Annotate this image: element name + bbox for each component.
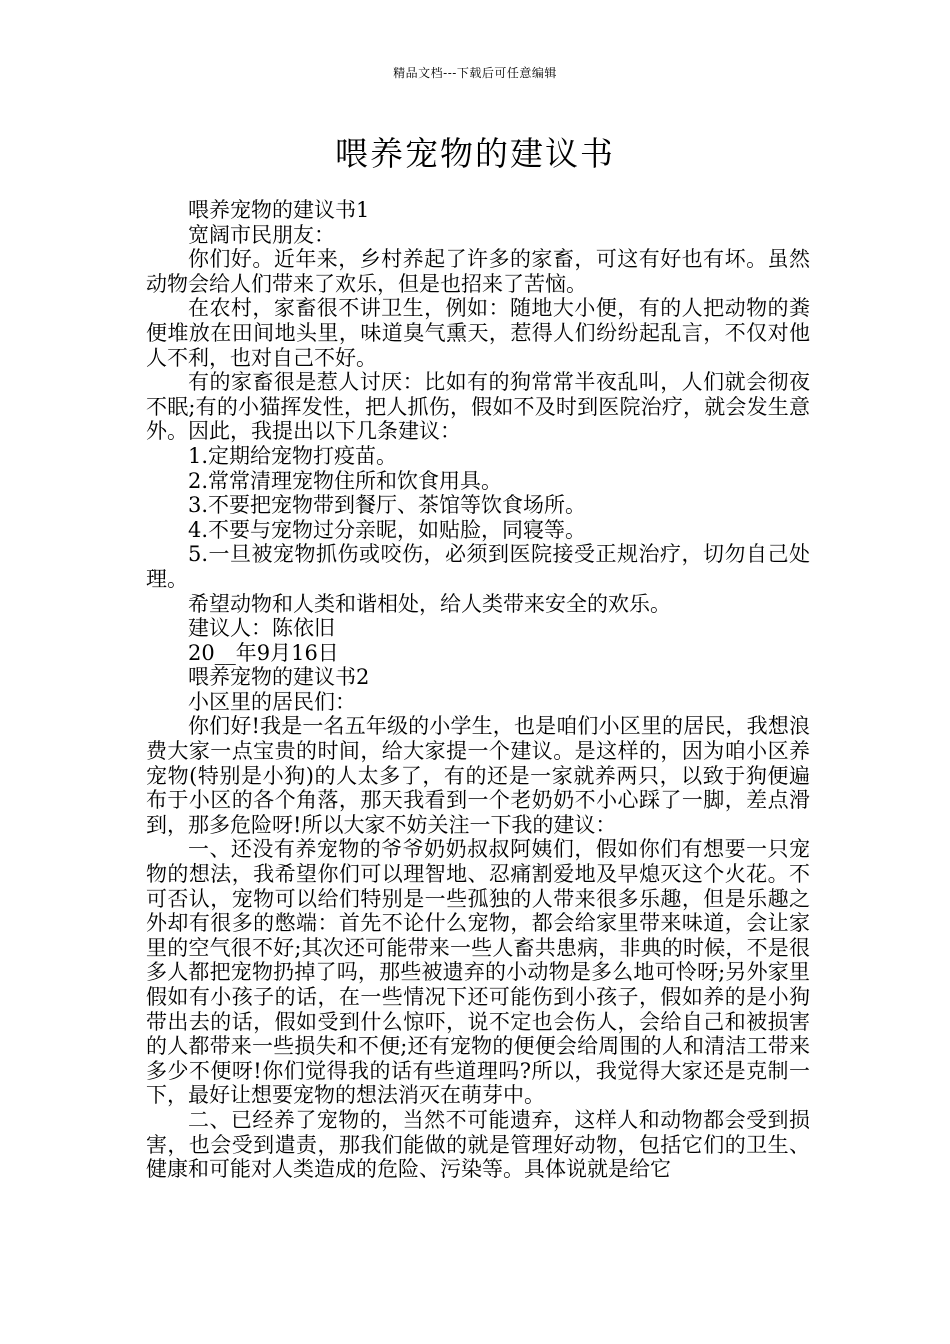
paragraph: 一、还没有养宠物的爷爷奶奶叔叔阿姨们，假如你们有想要一只宠物的想法，我希望你们可以理智地、忍痛割爱地及早熄灭这个火花。不可否认，宠物可以给们特别是一些孤独的人带来很多乐趣，但是乐趣之外却有很多的憋端：首先不论什么宠物，都会给家里带来味道，会让家里的空气很不好;其次还可能带来一些人畜共患病，非典的时候，不是很多人都把宠物扔掉了吗，那些被遗弃的小动物是多么地可怜呀;另外家里假如有小孩子的话，在一些情况下还可能伤到小孩子，假如养的是小狗带出去的话，假如受到什么惊吓，说不定也会伤人，会给自己和被损害的人都带来一些损失和不便;还有宠物的便便会给周围的人和清洁工带来多少不便呀!你们觉得我的话有些道理吗?所以，我觉得大家还是克制一下，最好让想要宠物的想法消灭在萌芽中。: [146, 837, 810, 1108]
document-title: 喂养宠物的建议书: [335, 134, 615, 173]
paragraph: 希望动物和人类和谐相处，给人类带来安全的欢乐。: [188, 591, 671, 616]
date: 20__年9月16日: [188, 640, 339, 665]
paragraph: 二、已经养了宠物的，当然不可能遗弃，这样人和动物都会受到损害，也会受到遣责，那我们能做的就是管理好动物，包括它们的卫生、健康和可能对人类造成的危险、污染等。具体说就是给它: [146, 1107, 810, 1182]
list-item: 3.不要把宠物带到餐厅、茶馆等饮食场所。: [188, 493, 587, 518]
list-item: 5.一旦被宠物抓伤或咬伤，必须到医院接受正规治疗，切勿自己处理。: [146, 542, 810, 591]
document-body: [146, 198, 810, 1182]
paragraph: 你们好!我是一名五年级的小学生，也是咱们小区里的居民，我想浪费大家一点宝贵的时间，给大家提一个建议。是这样的，因为咱小区养宠物(特别是小狗)的人太多了，有的还是一家就养两只，以致于狗便遍布于小区的各个角落，那天我看到一个老奶奶不小心踩了一脚，差点滑到，那多危险呀!所以大家不妨关注一下我的建议：: [146, 714, 810, 837]
section-heading-1: 喂养宠物的建议书1: [188, 198, 370, 222]
paragraph: 有的家畜很是惹人讨厌：比如有的狗常常半夜乱叫，人们就会彻夜不眠;有的小猫挥发性，把人抓伤，假如不及时到医院治疗，就会发生意外。因此，我提出以下几条建议：: [146, 370, 810, 444]
list-item: 2.常常清理宠物住所和饮食用具。: [188, 468, 503, 493]
list-item: 1.定期给宠物打疫苗。: [188, 443, 398, 468]
section-heading-2: 喂养宠物的建议书2: [188, 665, 370, 690]
paragraph: 在农村，家畜很不讲卫生，例如：随地大小便，有的人把动物的粪便堆放在田间地头里，味道臭气熏天，惹得人们纷纷起乱言，不仅对他人不利，也对自己不好。: [146, 296, 810, 370]
salutation-1: 宽阔市民朋友：: [188, 222, 335, 247]
list-item: 4.不要与宠物过分亲昵，如贴脸，同寝等。: [188, 517, 587, 542]
salutation-2: 小区里的居民们：: [188, 689, 356, 714]
paragraph: 你们好。近年来，乡村养起了许多的家畜，可这有好也有坏。虽然动物会给人们带来了欢乐，但是也招来了苦恼。: [146, 247, 810, 296]
page-header: 精品文档---下载后可任意编辑: [393, 66, 557, 80]
signature: 建议人：陈依旧: [188, 616, 335, 641]
